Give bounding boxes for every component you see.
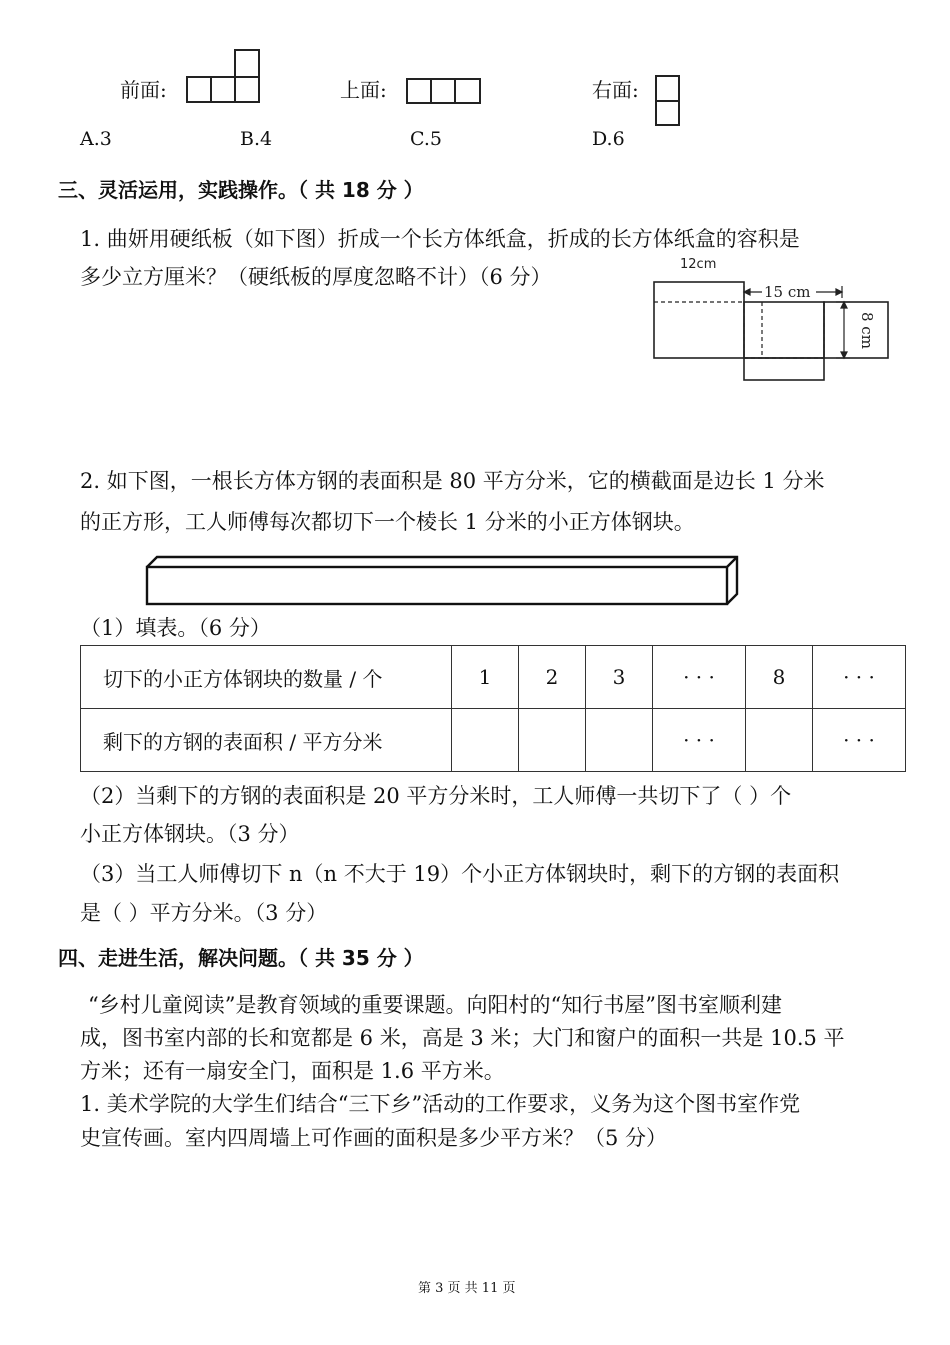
s4-q1-line2: 史宣传画。室内四周墙上可作画的面积是多少平方米？（5 分） [80,1126,668,1150]
s3-q2-sub2-line1: （2）当剩下的方钢的表面积是 20 平方分米时，工人师傅一共切下了（ ）个 [80,784,792,808]
s4-intro-line1: “乡村儿童阅读”是教育领域的重要课题。向阳村的“知行书屋”图书室顺利建 [88,993,782,1017]
cardboard-net-diagram [640,250,890,390]
option-d[interactable]: D.6 [592,128,625,150]
label-15cm: 15 cm [764,283,811,301]
table-cell: · · · [813,709,906,772]
table-row1-header: 切下的小正方体钢块的数量 / 个 [81,646,452,709]
table-cell: · · · [813,646,906,709]
s3-q2-sub2-line2: 小正方体钢块。（3 分） [80,822,300,846]
right-view-label: 右面: [592,78,639,102]
fill-in-table [80,645,906,772]
section-3-title: 三、灵活运用，实践操作。（ 共 18 分 ） [58,178,424,202]
label-8cm: 8 cm [858,312,876,349]
s4-intro-line2: 成，图书室内部的长和宽都是 6 米，高是 3 米；大门和窗户的面积一共是 10.5 平 [80,1026,845,1050]
answer-cell[interactable] [519,709,586,772]
label-12cm: 12cm [680,257,717,272]
s3-q2-sub3-line1: （3）当工人师傅切下 n（n 不大于 19）个小正方体钢块时，剩下的方钢的表面积 [80,862,840,886]
s3-q2-sub1: （1）填表。（6 分） [80,616,271,640]
table-cell: · · · [653,709,746,772]
page-number: 第 3 页 共 11 页 [418,1281,516,1296]
table-row2-header: 剩下的方钢的表面积 / 平方分米 [81,709,452,772]
table-cell: 1 [452,646,519,709]
option-c[interactable]: C.5 [410,128,442,150]
table-cell: 8 [746,646,813,709]
table-cell: 2 [519,646,586,709]
s3-q1-line1: 1. 曲妍用硬纸板（如下图）折成一个长方体纸盒，折成的长方体纸盒的容积是 [80,227,800,251]
table-cell: 3 [586,646,653,709]
s3-q2-line1: 2. 如下图，一根长方体方钢的表面积是 80 平方分米，它的横截面是边长 1 分米 [80,469,825,493]
s4-q1-line1: 1. 美术学院的大学生们结合“三下乡”活动的工作要求，义务为这个图书室作党 [80,1092,801,1116]
answer-cell[interactable] [586,709,653,772]
table-cell: · · · [653,646,746,709]
table-row [81,709,906,772]
s4-intro-line3: 方米；还有一扇安全门，面积是 1.6 平方米。 [80,1059,505,1083]
answer-cell[interactable] [452,709,519,772]
table-row [81,646,906,709]
top-view-label: 上面: [340,78,387,102]
s3-q2-line2: 的正方形，工人师傅每次都切下一个棱长 1 分米的小正方体钢块。 [80,510,695,534]
s3-q1-line2: 多少立方厘米？（硬纸板的厚度忽略不计）（6 分） [80,265,552,289]
option-a[interactable]: A.3 [80,128,112,150]
answer-cell[interactable] [746,709,813,772]
s3-q2-sub3-line2: 是（ ）平方分米。（3 分） [80,901,328,925]
steel-bar-figure [140,550,750,610]
option-b[interactable]: B.4 [240,128,273,150]
front-view-label: 前面: [120,78,167,102]
section-4-title: 四、走进生活，解决问题。（ 共 35 分 ） [58,946,424,970]
